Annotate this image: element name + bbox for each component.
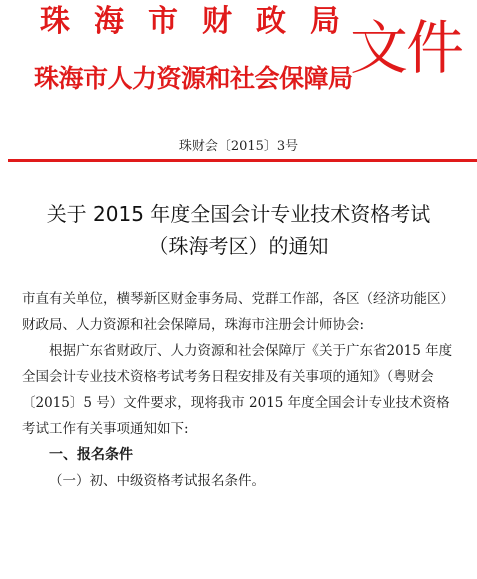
issuer-char: 珠	[40, 4, 70, 39]
issuer-char: 海	[94, 4, 124, 39]
issuer-char: 市	[148, 4, 178, 39]
title-line-1: 关于 2015 年度全国会计专业技术资格考试	[46, 202, 431, 226]
section-heading: 一、报名条件	[49, 447, 133, 463]
issuer-char: 财	[202, 4, 232, 39]
issuer-hr-bureau: 珠海市人力资源和社会保障局	[34, 64, 353, 93]
document-type-label: 文件	[350, 14, 463, 82]
notice-title	[0, 198, 477, 262]
recipients-paragraph: 市直有关单位，横琴新区财金事务局、党群工作部，各区（经济功能区）财政局、人力资源和社会保障局，珠海市注册会计师协会:	[22, 291, 454, 333]
subsection-heading: （一）初、中级资格考试报名条件。	[49, 473, 265, 489]
notice-body	[22, 286, 457, 494]
issuer-finance-bureau	[40, 4, 340, 40]
issuer-char: 政	[256, 4, 286, 39]
document-number: 珠财会〔2015〕3号	[178, 139, 299, 154]
document-header	[0, 0, 477, 160]
body-paragraph: 根据广东省财政厅、人力资源和社会保障厅《关于广东省2015 年度全国会计专业技术资格考试考务日程安排及有关事项的通知》（粤财会 〔2015〕5 号）文件要求，现将我市 2015 年度全国会计专业技术资格考试工作有关事项通知如下:	[22, 343, 453, 437]
issuer-char: 局	[310, 4, 340, 39]
red-divider-line	[8, 159, 477, 162]
title-line-2: （珠海考区）的通知	[148, 234, 329, 258]
